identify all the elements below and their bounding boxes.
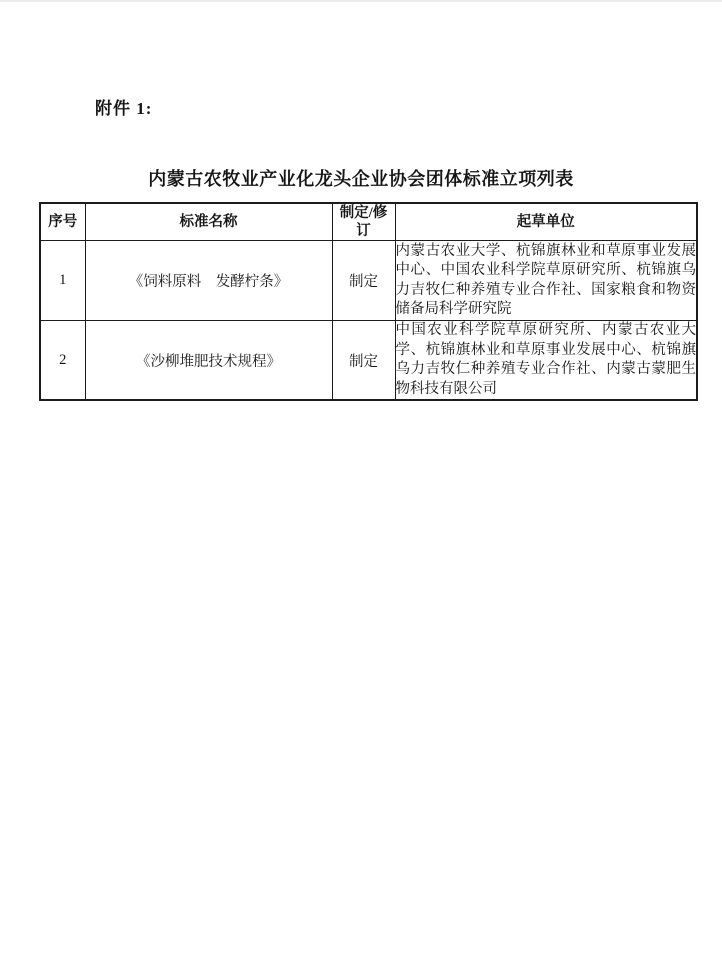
standards-table [39, 202, 698, 401]
standard-name: 《饲料原料 发酵柠条》 [85, 241, 332, 321]
table-header-row [40, 203, 697, 241]
drafting-units: 中国农业科学院草原研究所、内蒙古农业大学、杭锦旗林业和草原事业发展中心、杭锦旗乌力吉牧仁种养殖专业合作社、内蒙古蒙肥生物科技有限公司 [395, 321, 697, 401]
column-header-type: 制定/修订 [332, 203, 395, 241]
row-number: 1 [40, 241, 85, 321]
table-row [40, 321, 697, 401]
attachment-label: 附件 1: [95, 99, 153, 118]
formulate-or-revise: 制定 [332, 321, 395, 401]
standard-name: 《沙柳堆肥技术规程》 [85, 321, 332, 401]
formulate-or-revise: 制定 [332, 241, 395, 321]
column-header-drafters: 起草单位 [395, 203, 697, 241]
table-row [40, 241, 697, 321]
drafting-units: 内蒙古农业大学、杭锦旗林业和草原事业发展中心、中国农业科学院草原研究所、杭锦旗乌力吉牧仁种养殖专业合作社、国家粮食和物资储备局科学研究院 [395, 241, 697, 321]
document-title: 内蒙古农牧业产业化龙头企业协会团体标准立项列表 [148, 169, 574, 189]
row-number: 2 [40, 321, 85, 401]
column-header-name: 标准名称 [85, 203, 332, 241]
column-header-no: 序号 [40, 203, 85, 241]
